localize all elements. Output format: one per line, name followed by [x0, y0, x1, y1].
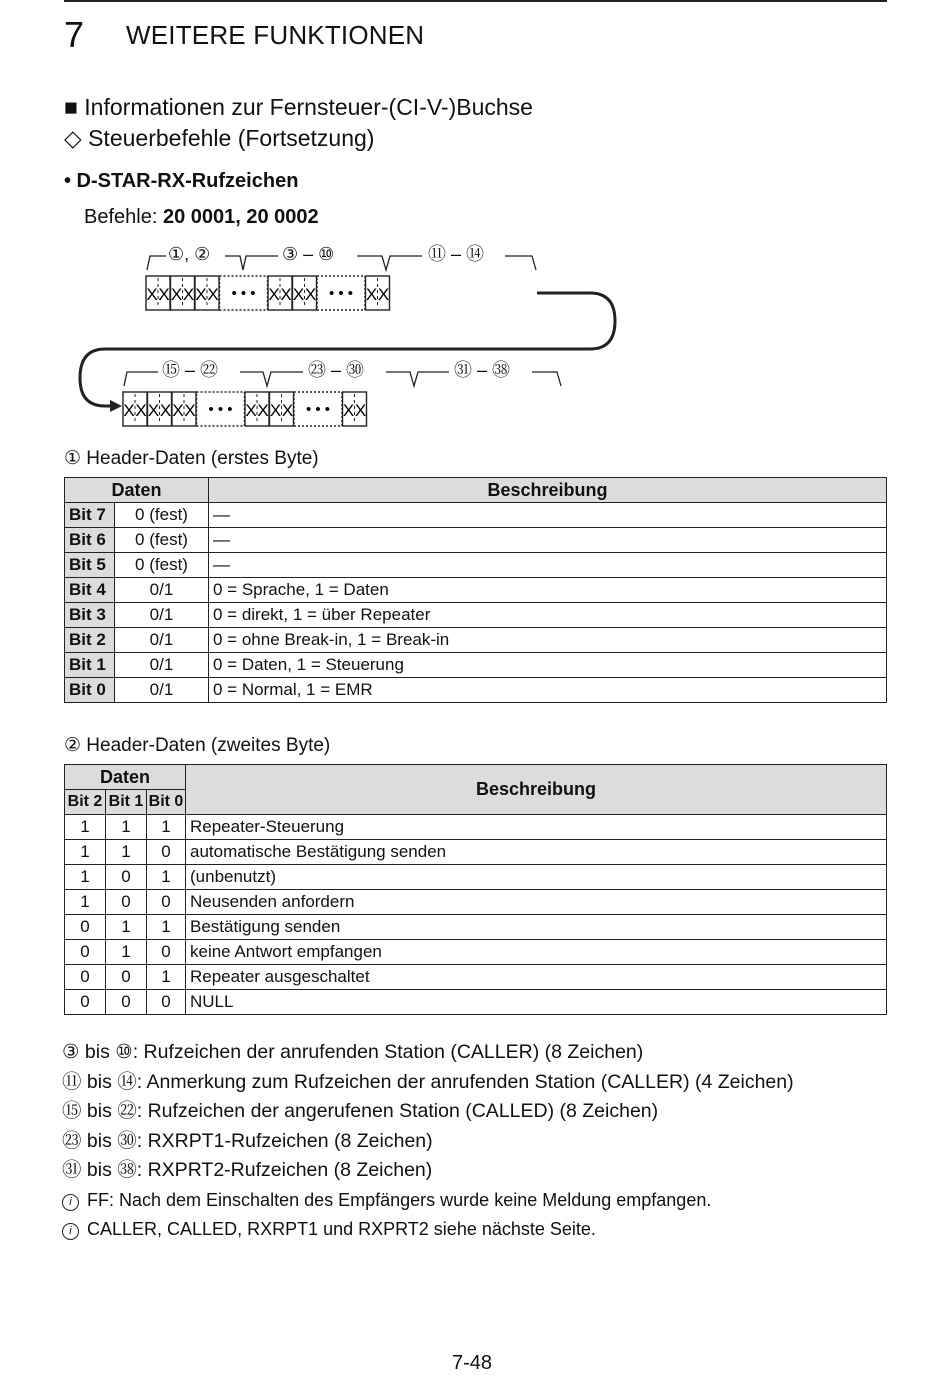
header-rule	[64, 0, 887, 2]
arrow-head-icon	[110, 400, 122, 412]
command-line	[84, 206, 319, 229]
table-row	[65, 940, 887, 965]
data-value: 0/1	[115, 603, 209, 628]
info-note-text: CALLER, CALLED, RXRPT1 und RXPRT2 siehe nächste Seite.	[87, 1219, 596, 1239]
info-icon: i	[62, 1194, 79, 1211]
ellipsis-text: • • •	[305, 401, 331, 418]
subheader-bit2: Bit 2	[65, 790, 106, 815]
ellipsis-text: • • •	[208, 401, 233, 418]
description: (unbenutzt)	[186, 865, 887, 890]
bit1-value: 0	[106, 865, 147, 890]
description: NULL	[186, 990, 887, 1015]
subheader-bit0: Bit 0	[147, 790, 186, 815]
col-header-data: Daten	[65, 478, 209, 503]
hex-digit: X	[135, 401, 147, 420]
hex-digit: X	[158, 285, 170, 304]
data-value: 0/1	[115, 628, 209, 653]
square-bullet-icon: ■	[64, 94, 78, 120]
hex-digit: X	[292, 285, 305, 304]
bit0-value: 1	[147, 865, 186, 890]
bit1-value: 0	[106, 965, 147, 990]
hex-digit: X	[172, 401, 184, 420]
hex-digit: X	[365, 285, 378, 304]
row1-cells	[146, 276, 390, 310]
bit-label: Bit 7	[65, 503, 115, 528]
col-header-data: Daten	[65, 765, 186, 790]
description: Neusenden anfordern	[186, 890, 887, 915]
table-row	[65, 628, 887, 653]
note-line: ㉛ bis ㊳: RXPRT2-Rufzeichen (8 Zeichen)	[62, 1159, 433, 1181]
hex-digit: X	[342, 401, 355, 420]
bit2-value: 1	[65, 890, 106, 915]
col-header-description: Beschreibung	[209, 478, 887, 503]
bit2-value: 1	[65, 815, 106, 840]
hex-digit: X	[147, 401, 160, 420]
description: automatische Bestätigung senden	[186, 840, 887, 865]
topic-heading: • D-STAR-RX-Rufzeichen	[64, 170, 299, 192]
table-row	[65, 653, 887, 678]
bit-label: Bit 6	[65, 528, 115, 553]
ellipsis-text: • • •	[328, 285, 354, 302]
bit1-value: 1	[106, 840, 147, 865]
bit-label: Bit 4	[65, 578, 115, 603]
hex-digit: X	[123, 401, 135, 420]
bit-label: Bit 2	[65, 628, 115, 653]
table-row	[65, 990, 887, 1015]
note-line: ㉓ bis ㉚: RXRPT1-Rufzeichen (8 Zeichen)	[62, 1129, 433, 1152]
table-row	[65, 865, 887, 890]
hex-digit: X	[377, 285, 390, 304]
info-note-text: FF: Nach dem Einschalten des Empfängers wurde keine Meldung empfangen.	[87, 1189, 712, 1210]
hex-digit: X	[159, 401, 172, 420]
bit0-value: 1	[147, 965, 186, 990]
table-row	[65, 603, 887, 628]
table-row	[65, 553, 887, 578]
subsection-heading	[64, 125, 374, 152]
bit2-value: 0	[65, 965, 106, 990]
description: 0 = direkt, 1 = über Repeater	[209, 603, 887, 628]
hex-digit: X	[182, 285, 195, 304]
description: —	[209, 503, 887, 528]
data-value: 0 (fest)	[115, 553, 209, 578]
chapter-number: 7	[64, 14, 85, 55]
group-label-1-2: ①, ②	[168, 244, 211, 264]
table-row	[65, 840, 887, 865]
header-byte1-table	[64, 477, 887, 703]
table-row	[65, 890, 887, 915]
table-row	[65, 578, 887, 603]
hex-digit: X	[195, 285, 207, 304]
hex-digit: X	[268, 285, 280, 304]
bit0-value: 1	[147, 915, 186, 940]
info-icon: i	[62, 1223, 79, 1240]
description: —	[209, 528, 887, 553]
hex-digit: X	[245, 401, 257, 420]
description: 0 = ohne Break-in, 1 = Break-in	[209, 628, 887, 653]
command-label: Befehle:	[84, 206, 158, 228]
bit-label: Bit 0	[65, 678, 115, 703]
table-row	[65, 503, 887, 528]
data-value: 0/1	[115, 578, 209, 603]
bit2-value: 0	[65, 940, 106, 965]
description: —	[209, 553, 887, 578]
group-label-3-10: ③ – ⑩	[282, 244, 335, 264]
command-values: 20 0001, 20 0002	[162, 206, 319, 228]
bit1-value: 1	[106, 915, 147, 940]
note-line: ⑪ bis ⑭: Anmerkung zum Rufzeichen der anrufenden Station (CALLER) (4 Zeichen)	[62, 1070, 794, 1093]
notes-list	[62, 1038, 794, 1245]
bit1-value: 1	[106, 815, 147, 840]
table1-caption: ① Header-Daten (erstes Byte)	[64, 448, 319, 469]
hex-digit: X	[146, 285, 158, 304]
note-line: ③ bis ⑩: Rufzeichen der anrufenden Station (CALLER) (8 Zeichen)	[62, 1041, 644, 1063]
description: 0 = Sprache, 1 = Daten	[209, 578, 887, 603]
table-row	[65, 915, 887, 940]
description: 0 = Daten, 1 = Steuerung	[209, 653, 887, 678]
table-row	[65, 678, 887, 703]
hex-digit: X	[354, 401, 367, 420]
hex-digit: X	[269, 401, 282, 420]
section-heading	[64, 94, 533, 121]
header-byte2-table	[64, 764, 887, 1015]
data-format-diagram	[60, 236, 640, 436]
ellipsis-text: • • •	[231, 285, 256, 302]
bit0-value: 0	[147, 840, 186, 865]
bit2-value: 0	[65, 990, 106, 1015]
bit2-value: 0	[65, 915, 106, 940]
bit1-value: 1	[106, 940, 147, 965]
bit1-value: 0	[106, 990, 147, 1015]
description: Bestätigung senden	[186, 915, 887, 940]
row2-cells	[123, 392, 367, 426]
info-note	[62, 1215, 794, 1245]
data-value: 0/1	[115, 653, 209, 678]
subsection-heading-text: Steuerbefehle (Fortsetzung)	[88, 125, 375, 151]
subheader-bit1: Bit 1	[106, 790, 147, 815]
description: Repeater-Steuerung	[186, 815, 887, 840]
hex-digit: X	[184, 401, 196, 420]
bit-label: Bit 1	[65, 653, 115, 678]
hex-digit: X	[304, 285, 317, 304]
diamond-bullet-icon: ◇	[64, 125, 82, 151]
chapter-title: WEITERE FUNKTIONEN	[126, 20, 425, 50]
bit0-value: 0	[147, 990, 186, 1015]
bit-label: Bit 5	[65, 553, 115, 578]
bit0-value: 0	[147, 890, 186, 915]
table2-caption: ② Header-Daten (zweites Byte)	[64, 735, 331, 756]
hex-digit: X	[257, 401, 269, 420]
data-value: 0 (fest)	[115, 503, 209, 528]
bit2-value: 1	[65, 865, 106, 890]
table-row	[65, 965, 887, 990]
note-line: ⑮ bis ㉒: Rufzeichen der angerufenen Station (CALLED) (8 Zeichen)	[62, 1100, 659, 1122]
data-value: 0/1	[115, 678, 209, 703]
page-number: 7-48	[452, 1352, 493, 1374]
description: Repeater ausgeschaltet	[186, 965, 887, 990]
group-label-11-14: ⑪ – ⑭	[428, 244, 485, 264]
bit2-value: 1	[65, 840, 106, 865]
group-label-31-38: ㉛ – ㊳	[454, 360, 511, 380]
section-heading-text: Informationen zur Fernsteuer-(CI-V-)Buchse	[84, 94, 533, 120]
bit0-value: 0	[147, 940, 186, 965]
hex-digit: X	[170, 285, 183, 304]
group-label-23-30: ㉓ – ㉚	[308, 360, 365, 380]
hex-digit: X	[207, 285, 219, 304]
col-header-description: Beschreibung	[186, 765, 887, 815]
hex-digit: X	[280, 285, 292, 304]
description: keine Antwort empfangen	[186, 940, 887, 965]
data-value: 0 (fest)	[115, 528, 209, 553]
bit0-value: 1	[147, 815, 186, 840]
table-row	[65, 815, 887, 840]
bit1-value: 0	[106, 890, 147, 915]
group-label-15-22: ⑮ – ㉒	[162, 360, 219, 380]
hex-digit: X	[281, 401, 294, 420]
description: 0 = Normal, 1 = EMR	[209, 678, 887, 703]
info-note	[62, 1186, 794, 1216]
bit-label: Bit 3	[65, 603, 115, 628]
table-row	[65, 528, 887, 553]
